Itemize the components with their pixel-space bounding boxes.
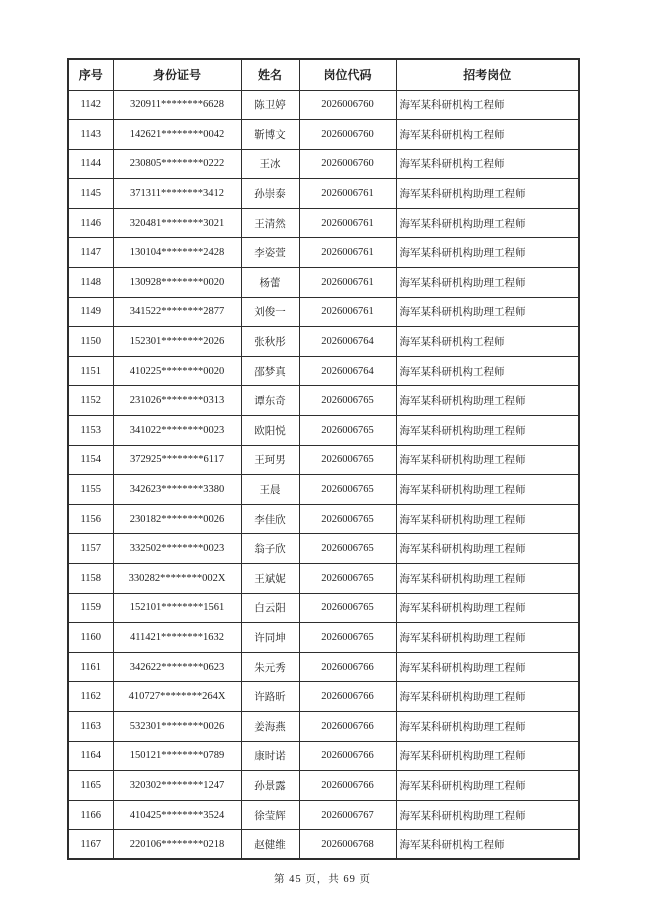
table-row bbox=[68, 445, 579, 475]
cell-job-title: 海军某科研机构助理工程师 bbox=[396, 623, 579, 653]
cell-name: 赵健维 bbox=[241, 830, 299, 860]
cell-name: 邵梦真 bbox=[241, 356, 299, 386]
cell-job-title: 海军某科研机构助理工程师 bbox=[396, 741, 579, 771]
cell-id-number: 341522********2877 bbox=[113, 297, 241, 327]
column-header-seq: 序号 bbox=[68, 59, 113, 90]
cell-job-title: 海军某科研机构助理工程师 bbox=[396, 652, 579, 682]
table-row bbox=[68, 711, 579, 741]
cell-name: 白云阳 bbox=[241, 593, 299, 623]
recruitment-roster-table bbox=[67, 58, 580, 860]
cell-seq: 1159 bbox=[68, 593, 113, 623]
cell-id-number: 220106********0218 bbox=[113, 830, 241, 860]
cell-id-number: 342622********0623 bbox=[113, 652, 241, 682]
cell-job-title: 海军某科研机构助理工程师 bbox=[396, 445, 579, 475]
cell-seq: 1156 bbox=[68, 504, 113, 534]
cell-seq: 1163 bbox=[68, 711, 113, 741]
cell-seq: 1152 bbox=[68, 386, 113, 416]
cell-name: 王清然 bbox=[241, 208, 299, 238]
cell-job-code: 2026006765 bbox=[299, 564, 396, 594]
cell-seq: 1158 bbox=[68, 564, 113, 594]
cell-job-code: 2026006766 bbox=[299, 711, 396, 741]
cell-id-number: 320302********1247 bbox=[113, 771, 241, 801]
table-row bbox=[68, 830, 579, 860]
cell-job-title: 海军某科研机构助理工程师 bbox=[396, 179, 579, 209]
cell-job-code: 2026006765 bbox=[299, 386, 396, 416]
cell-job-code: 2026006764 bbox=[299, 356, 396, 386]
cell-seq: 1153 bbox=[68, 416, 113, 446]
cell-job-code: 2026006765 bbox=[299, 504, 396, 534]
table-row bbox=[68, 504, 579, 534]
cell-name: 靳博文 bbox=[241, 120, 299, 150]
cell-id-number: 410727********264X bbox=[113, 682, 241, 712]
cell-job-code: 2026006767 bbox=[299, 800, 396, 830]
cell-seq: 1162 bbox=[68, 682, 113, 712]
cell-job-code: 2026006760 bbox=[299, 120, 396, 150]
cell-id-number: 332502********0023 bbox=[113, 534, 241, 564]
table-row bbox=[68, 682, 579, 712]
cell-id-number: 411421********1632 bbox=[113, 623, 241, 653]
cell-seq: 1143 bbox=[68, 120, 113, 150]
cell-name: 王珂男 bbox=[241, 445, 299, 475]
cell-job-title: 海军某科研机构助理工程师 bbox=[396, 682, 579, 712]
cell-seq: 1145 bbox=[68, 179, 113, 209]
cell-job-title: 海军某科研机构助理工程师 bbox=[396, 593, 579, 623]
table-row bbox=[68, 386, 579, 416]
cell-name: 孙崇泰 bbox=[241, 179, 299, 209]
cell-job-code: 2026006761 bbox=[299, 208, 396, 238]
cell-job-title: 海军某科研机构助理工程师 bbox=[396, 208, 579, 238]
cell-seq: 1160 bbox=[68, 623, 113, 653]
cell-seq: 1149 bbox=[68, 297, 113, 327]
cell-seq: 1154 bbox=[68, 445, 113, 475]
cell-job-code: 2026006768 bbox=[299, 830, 396, 860]
cell-job-title: 海军某科研机构助理工程师 bbox=[396, 711, 579, 741]
cell-job-title: 海军某科研机构助理工程师 bbox=[396, 297, 579, 327]
cell-seq: 1151 bbox=[68, 356, 113, 386]
table-row bbox=[68, 208, 579, 238]
cell-id-number: 130928********0020 bbox=[113, 268, 241, 298]
cell-seq: 1144 bbox=[68, 149, 113, 179]
cell-seq: 1142 bbox=[68, 90, 113, 120]
cell-job-code: 2026006765 bbox=[299, 623, 396, 653]
cell-job-code: 2026006761 bbox=[299, 238, 396, 268]
cell-name: 康时诺 bbox=[241, 741, 299, 771]
cell-seq: 1150 bbox=[68, 327, 113, 357]
table-row bbox=[68, 90, 579, 120]
cell-name: 孙景露 bbox=[241, 771, 299, 801]
table-row bbox=[68, 416, 579, 446]
cell-seq: 1147 bbox=[68, 238, 113, 268]
cell-id-number: 410225********0020 bbox=[113, 356, 241, 386]
cell-job-title: 海军某科研机构助理工程师 bbox=[396, 800, 579, 830]
cell-job-title: 海军某科研机构工程师 bbox=[396, 90, 579, 120]
cell-job-title: 海军某科研机构工程师 bbox=[396, 120, 579, 150]
cell-id-number: 150121********0789 bbox=[113, 741, 241, 771]
table-row bbox=[68, 475, 579, 505]
cell-job-title: 海军某科研机构工程师 bbox=[396, 327, 579, 357]
column-header-job-title: 招考岗位 bbox=[396, 59, 579, 90]
cell-job-title: 海军某科研机构工程师 bbox=[396, 830, 579, 860]
table-row bbox=[68, 593, 579, 623]
cell-id-number: 371311********3412 bbox=[113, 179, 241, 209]
cell-job-code: 2026006766 bbox=[299, 652, 396, 682]
cell-seq: 1155 bbox=[68, 475, 113, 505]
table-row bbox=[68, 179, 579, 209]
cell-name: 徐莹辉 bbox=[241, 800, 299, 830]
table-row bbox=[68, 800, 579, 830]
cell-name: 杨蕾 bbox=[241, 268, 299, 298]
column-header-job-code: 岗位代码 bbox=[299, 59, 396, 90]
cell-name: 李姿萱 bbox=[241, 238, 299, 268]
cell-seq: 1146 bbox=[68, 208, 113, 238]
cell-name: 姜海燕 bbox=[241, 711, 299, 741]
cell-job-code: 2026006765 bbox=[299, 416, 396, 446]
cell-id-number: 320481********3021 bbox=[113, 208, 241, 238]
cell-id-number: 532301********0026 bbox=[113, 711, 241, 741]
cell-job-title: 海军某科研机构助理工程师 bbox=[396, 534, 579, 564]
cell-name: 刘俊一 bbox=[241, 297, 299, 327]
cell-job-code: 2026006761 bbox=[299, 179, 396, 209]
cell-seq: 1161 bbox=[68, 652, 113, 682]
cell-job-code: 2026006766 bbox=[299, 771, 396, 801]
table-body bbox=[68, 90, 579, 859]
cell-name: 许同坤 bbox=[241, 623, 299, 653]
cell-job-code: 2026006766 bbox=[299, 682, 396, 712]
cell-name: 王斌妮 bbox=[241, 564, 299, 594]
cell-seq: 1167 bbox=[68, 830, 113, 860]
cell-job-title: 海军某科研机构助理工程师 bbox=[396, 504, 579, 534]
cell-id-number: 142621********0042 bbox=[113, 120, 241, 150]
column-header-id-number: 身份证号 bbox=[113, 59, 241, 90]
table-row bbox=[68, 356, 579, 386]
cell-name: 王晨 bbox=[241, 475, 299, 505]
table-row bbox=[68, 534, 579, 564]
cell-name: 翁子欣 bbox=[241, 534, 299, 564]
cell-name: 许路昕 bbox=[241, 682, 299, 712]
column-header-name: 姓名 bbox=[241, 59, 299, 90]
cell-id-number: 320911********6628 bbox=[113, 90, 241, 120]
cell-job-title: 海军某科研机构助理工程师 bbox=[396, 771, 579, 801]
cell-job-code: 2026006760 bbox=[299, 149, 396, 179]
cell-seq: 1166 bbox=[68, 800, 113, 830]
table-row bbox=[68, 120, 579, 150]
cell-job-title: 海军某科研机构助理工程师 bbox=[396, 416, 579, 446]
table-row bbox=[68, 652, 579, 682]
cell-job-title: 海军某科研机构助理工程师 bbox=[396, 564, 579, 594]
cell-job-title: 海军某科研机构工程师 bbox=[396, 356, 579, 386]
table-row bbox=[68, 741, 579, 771]
cell-job-title: 海军某科研机构助理工程师 bbox=[396, 238, 579, 268]
table-row bbox=[68, 327, 579, 357]
cell-job-code: 2026006764 bbox=[299, 327, 396, 357]
cell-job-code: 2026006761 bbox=[299, 268, 396, 298]
cell-id-number: 342623********3380 bbox=[113, 475, 241, 505]
cell-seq: 1157 bbox=[68, 534, 113, 564]
cell-id-number: 152101********1561 bbox=[113, 593, 241, 623]
cell-job-title: 海军某科研机构助理工程师 bbox=[396, 268, 579, 298]
table-row bbox=[68, 771, 579, 801]
cell-job-code: 2026006765 bbox=[299, 593, 396, 623]
cell-job-code: 2026006765 bbox=[299, 445, 396, 475]
cell-seq: 1165 bbox=[68, 771, 113, 801]
table-row bbox=[68, 238, 579, 268]
cell-name: 李佳欣 bbox=[241, 504, 299, 534]
cell-id-number: 130104********2428 bbox=[113, 238, 241, 268]
cell-job-code: 2026006766 bbox=[299, 741, 396, 771]
cell-id-number: 372925********6117 bbox=[113, 445, 241, 475]
cell-id-number: 410425********3524 bbox=[113, 800, 241, 830]
cell-name: 朱元秀 bbox=[241, 652, 299, 682]
cell-name: 陈卫婷 bbox=[241, 90, 299, 120]
table-row bbox=[68, 564, 579, 594]
cell-id-number: 230182********0026 bbox=[113, 504, 241, 534]
cell-id-number: 231026********0313 bbox=[113, 386, 241, 416]
cell-seq: 1148 bbox=[68, 268, 113, 298]
table-row bbox=[68, 149, 579, 179]
cell-job-title: 海军某科研机构助理工程师 bbox=[396, 475, 579, 505]
cell-job-title: 海军某科研机构工程师 bbox=[396, 149, 579, 179]
cell-id-number: 230805********0222 bbox=[113, 149, 241, 179]
cell-name: 谭东奇 bbox=[241, 386, 299, 416]
cell-name: 张秋彤 bbox=[241, 327, 299, 357]
cell-seq: 1164 bbox=[68, 741, 113, 771]
cell-name: 王冰 bbox=[241, 149, 299, 179]
table-row bbox=[68, 297, 579, 327]
cell-name: 欧阳悦 bbox=[241, 416, 299, 446]
cell-job-code: 2026006765 bbox=[299, 534, 396, 564]
cell-job-title: 海军某科研机构助理工程师 bbox=[396, 386, 579, 416]
table-row bbox=[68, 268, 579, 298]
cell-job-code: 2026006765 bbox=[299, 475, 396, 505]
cell-id-number: 330282********002X bbox=[113, 564, 241, 594]
cell-job-code: 2026006760 bbox=[299, 90, 396, 120]
cell-id-number: 152301********2026 bbox=[113, 327, 241, 357]
cell-job-code: 2026006761 bbox=[299, 297, 396, 327]
table-row bbox=[68, 623, 579, 653]
header-row bbox=[68, 59, 579, 90]
page-number: 第 45 页，共 69 页 bbox=[274, 874, 371, 885]
cell-id-number: 341022********0023 bbox=[113, 416, 241, 446]
